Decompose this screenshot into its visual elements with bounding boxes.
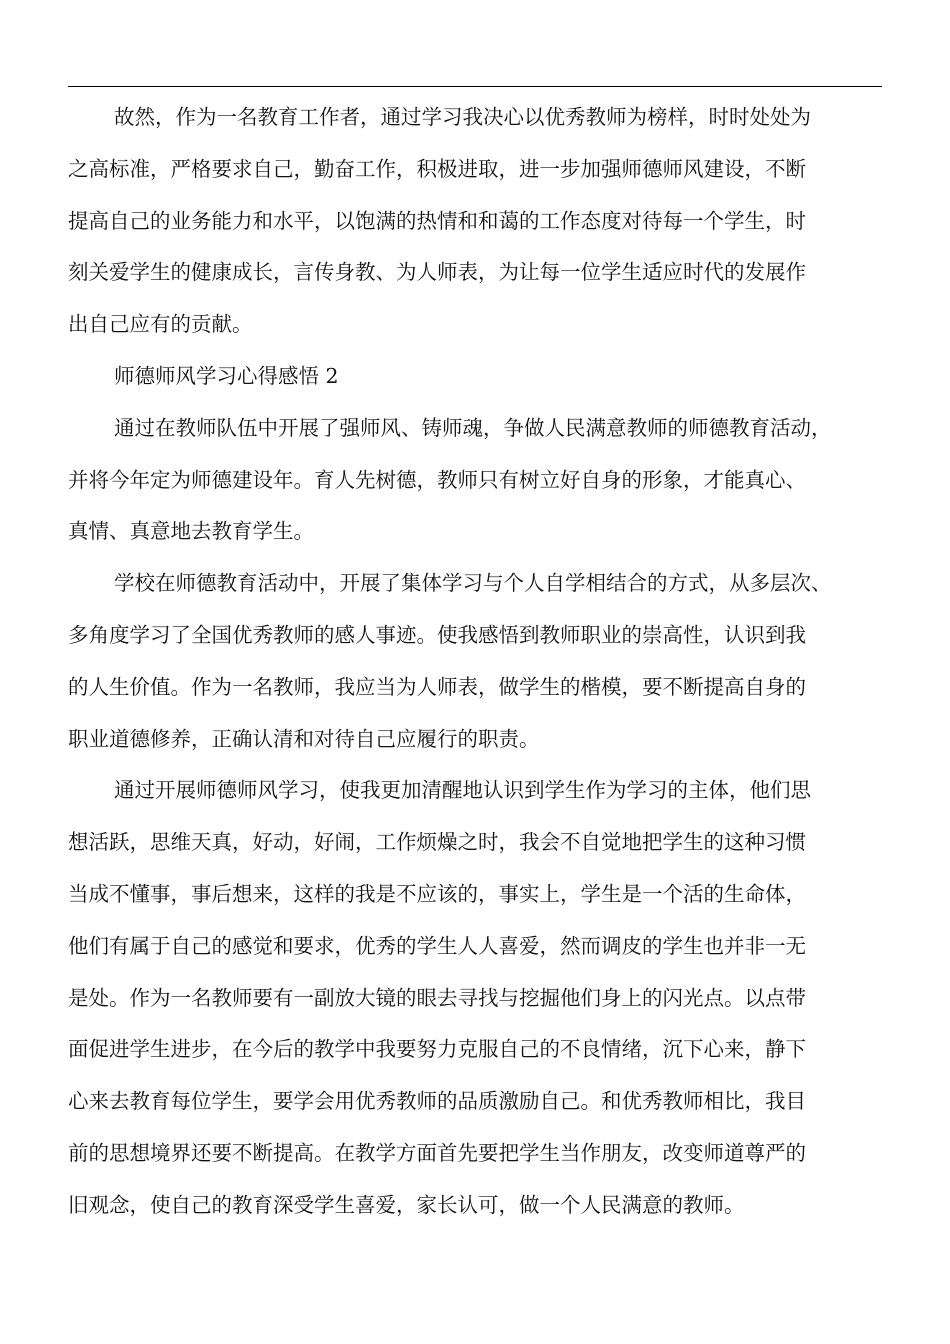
- document-body: [68, 92, 884, 1232]
- paragraph-line: 面促进学生进步，在今后的教学中我要努力克服自己的不良情绪，沉下心来，静下: [68, 1037, 806, 1062]
- paragraph-line: 故然，作为一名教育工作者，通过学习我决心以优秀教师为榜样，时时处处为: [114, 105, 811, 129]
- paragraph-line: 当成不懂事，事后想来，这样的我是不应该的，事实上，学生是一个活的生命体，: [68, 881, 806, 906]
- paragraph-line: 之高标准，严格要求自己，勤奋工作，积极进取，进一步加强师德师风建设，不断: [68, 156, 806, 181]
- paragraph-line: 想活跃，思维天真，好动，好闹，工作烦燥之时，我会不自觉地把学生的这种习惯: [68, 830, 806, 855]
- paragraph-line: 他们有属于自己的感觉和要求，优秀的学生人人喜爱，然而调皮的学生也并非一无: [68, 933, 806, 958]
- paragraph-line: 通过在教师队伍中开展了强师风、铸师魂，争做人民满意教师的师德教育活动，: [114, 415, 832, 440]
- paragraph-line: 学校在师德教育活动中，开展了集体学习与个人自学相结合的方式，从多层次、: [114, 571, 832, 596]
- paragraph-line: 的人生价值。作为一名教师，我应当为人师表，做学生的楷模，要不断提高自身的: [68, 674, 806, 699]
- paragraph-line: 旧观念，使自己的教育深受学生喜爱，家长认可，做一个人民满意的教师。: [68, 1192, 745, 1217]
- paragraph-line: 刻关爱学生的健康成长，言传身教、为人师表，为让每一位学生适应时代的发展作: [68, 260, 806, 285]
- paragraph-line: 职业道德修养，正确认清和对待自己应履行的职责。: [68, 726, 540, 751]
- paragraph-line: 心来去教育每位学生，要学会用优秀教师的品质激励自己。和优秀教师相比，我目: [68, 1089, 806, 1114]
- paragraph-line: 并将今年定为师德建设年。育人先树德，教师只有树立好自身的形象，才能真心、: [68, 467, 806, 492]
- section-heading: 师德师风学习心得感悟 2: [114, 363, 339, 388]
- paragraph-line: 出自己应有的贡献。: [68, 312, 253, 337]
- paragraph-line: 提高自己的业务能力和水平，以饱满的热情和和蔼的工作态度对待每一个学生，时: [68, 208, 806, 233]
- paragraph-line: 多角度学习了全国优秀教师的感人事迹。使我感悟到教师职业的崇高性，认识到我: [68, 622, 806, 647]
- paragraph-line: 通过开展师德师风学习，使我更加清醒地认识到学生作为学习的主体，他们思: [114, 778, 811, 803]
- header-rule: [68, 86, 882, 87]
- paragraph-line: 真情、真意地去教育学生。: [68, 519, 314, 544]
- paragraph-line: 是处。作为一名教师要有一副放大镜的眼去寻找与挖掘他们身上的闪光点。以点带: [68, 985, 806, 1010]
- paragraph-line: 前的思想境界还要不断提高。在教学方面首先要把学生当作朋友，改变师道尊严的: [68, 1140, 806, 1165]
